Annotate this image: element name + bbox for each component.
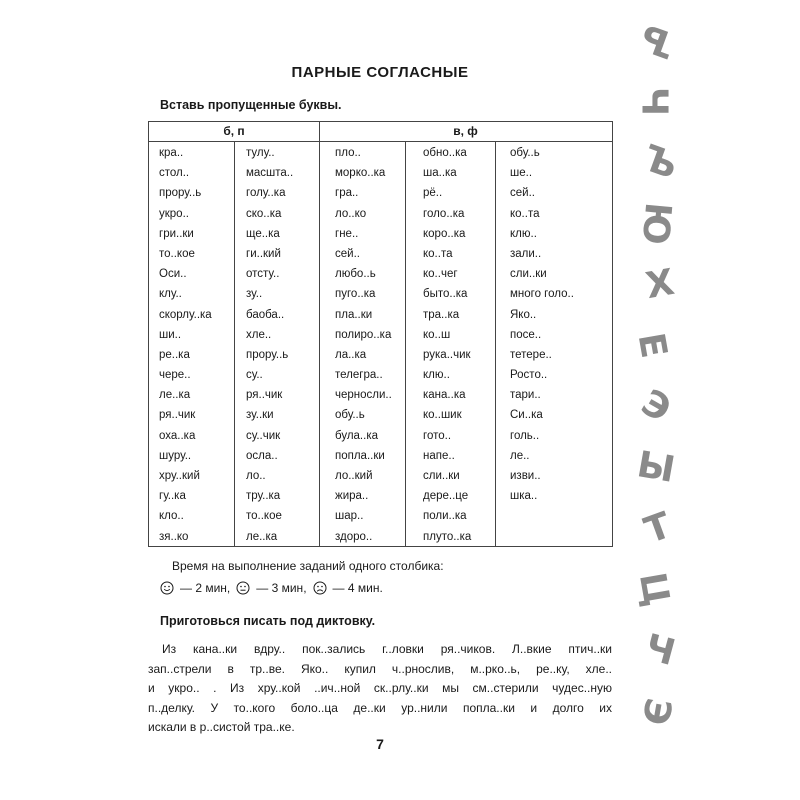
- word-cell: гне..: [335, 227, 359, 240]
- column-divider: [495, 141, 496, 546]
- word-cell: гу..ка: [159, 490, 186, 503]
- word-cell: телегра..: [335, 369, 383, 382]
- word-cell: оха..ка: [159, 429, 196, 442]
- word-column-3: [335, 143, 392, 547]
- word-cell: ло..ко: [335, 207, 367, 220]
- word-cell: ше..: [510, 167, 533, 180]
- word-cell: прору..ь: [159, 187, 202, 200]
- word-cell: здоро..: [335, 530, 373, 543]
- word-cell: була..ка: [335, 429, 379, 442]
- word-cell: любо..ь: [335, 268, 376, 281]
- word-cell: коро..ка: [423, 227, 466, 240]
- column-divider: [234, 141, 235, 546]
- word-cell: ши..: [159, 328, 182, 341]
- header-v-f: в, ф: [453, 124, 478, 138]
- word-cell: чере..: [159, 369, 191, 382]
- word-cell: гото..: [423, 429, 452, 442]
- word-cell: тари..: [510, 389, 541, 402]
- word-cell: черносли..: [335, 389, 392, 402]
- dictation-text: [148, 640, 612, 738]
- word-cell: ря..чик: [159, 409, 196, 422]
- word-cell: шуру..: [159, 449, 192, 462]
- word-cell: рука..чик: [423, 348, 471, 361]
- word-cell: пуго..ка: [335, 288, 376, 301]
- decorative-letter: Х: [642, 261, 678, 308]
- word-cell: ря..чик: [246, 389, 283, 402]
- word-cell: ле..ка: [246, 530, 278, 543]
- word-cell: кана..ка: [423, 389, 466, 402]
- page-number: 7: [376, 736, 384, 752]
- word-cell: кло..: [159, 510, 184, 523]
- word-cell: ле..: [510, 449, 530, 462]
- word-column-4: [423, 143, 471, 547]
- word-cell: голо..ка: [423, 207, 465, 220]
- word-cell: ре..ка: [159, 348, 190, 361]
- word-cell: жира..: [335, 490, 369, 503]
- word-column-1: [159, 143, 212, 547]
- word-cell: зу..: [246, 288, 263, 301]
- decorative-letter: Е: [629, 329, 675, 362]
- word-cell: шка..: [510, 490, 538, 503]
- word-cell: тетере..: [510, 348, 552, 361]
- word-cell: су..: [246, 369, 263, 382]
- word-cell: гри..ки: [159, 227, 194, 240]
- decorative-letter: Э: [634, 382, 678, 431]
- word-cell: полиро..ка: [335, 328, 392, 341]
- word-cell: много голо..: [510, 288, 574, 301]
- word-cell: то..кое: [246, 510, 282, 523]
- word-cell: сли..ки: [423, 470, 460, 482]
- header-b-p: б, п: [223, 124, 245, 138]
- word-cell: тулу..: [246, 147, 275, 159]
- word-cell: ла..ка: [335, 348, 367, 361]
- timing-text: — 2 мин,: [180, 581, 231, 595]
- dictation-line: и укро.. . Из хру..кой ..ич..ной ск..рлу..ки мы см..стерили чудес..ную: [148, 681, 612, 695]
- word-cell: ша..ка: [423, 167, 457, 180]
- word-cell: клю..: [510, 227, 537, 240]
- words-table: [148, 121, 613, 547]
- word-cell: клу..: [159, 288, 182, 301]
- decorative-letter: Ц: [630, 569, 678, 610]
- word-cell: кра..: [159, 147, 184, 159]
- word-cell: Си..ка: [510, 409, 543, 422]
- decorative-letter: Ч: [633, 86, 675, 117]
- word-cell: хле..: [246, 328, 272, 341]
- word-cell: зя..ко: [159, 530, 189, 543]
- word-cell: ще..ка: [246, 227, 280, 240]
- word-cell: Оси..: [159, 268, 187, 281]
- word-cell: скорлу..ка: [159, 308, 212, 321]
- decorative-letter: Ч: [640, 626, 680, 675]
- word-cell: ло..кий: [335, 470, 373, 482]
- decorative-letter: Ъ: [637, 137, 683, 188]
- word-cell: попла..ки: [335, 449, 385, 462]
- word-cell: пло..: [335, 147, 361, 159]
- word-cell: зали..: [510, 247, 542, 260]
- word-cell: су..чик: [246, 429, 281, 442]
- time-note: Время на выполнение заданий одного столбика:: [172, 559, 444, 573]
- word-cell: ко..та: [510, 207, 540, 220]
- word-column-5: [510, 143, 574, 506]
- timing-text: — 3 мин,: [256, 581, 307, 595]
- decorative-letter: Т: [639, 505, 677, 552]
- word-cell: ко..та: [423, 247, 453, 260]
- word-cell: гра..: [335, 187, 359, 200]
- word-cell: масшта..: [246, 167, 294, 180]
- group-divider: [319, 122, 320, 546]
- word-cell: рё..: [423, 187, 443, 200]
- word-cell: голу..ка: [246, 187, 286, 200]
- word-cell: ко..ш: [423, 328, 451, 341]
- dictation-line: Из кана..ки вдру.. пок..зались г..ловки ря..чиков. Л..вкие птич..ки: [162, 642, 612, 656]
- word-cell: то..кое: [159, 247, 195, 260]
- word-cell: поли..ка: [423, 510, 467, 523]
- word-cell: пла..ки: [335, 308, 373, 321]
- header-divider: [149, 141, 612, 142]
- word-cell: голь..: [510, 429, 540, 442]
- word-cell: хру..кий: [159, 470, 200, 482]
- word-cell: ги..кий: [246, 247, 281, 260]
- word-cell: морко..ка: [335, 167, 386, 180]
- word-cell: ло..: [246, 470, 266, 482]
- word-cell: стол..: [159, 167, 190, 180]
- word-cell: сей..: [335, 247, 360, 260]
- word-cell: ле..ка: [159, 389, 191, 402]
- word-cell: обно..ка: [423, 147, 467, 159]
- timing-text: — 4 мин.: [332, 581, 383, 595]
- word-cell: напе..: [423, 449, 455, 462]
- word-cell: плуто..ка: [423, 530, 472, 543]
- neutral-face-icon: [236, 581, 250, 595]
- word-cell: баоба..: [246, 308, 285, 321]
- word-cell: тру..ка: [246, 490, 281, 503]
- word-column-2: [246, 143, 293, 547]
- word-cell: ко..чег: [423, 268, 458, 281]
- word-cell: клю..: [423, 369, 450, 382]
- dictation-line: зап..стрели в тр..ве. Яко.. купил ч..рнослив, м..рко..ь, ре..ку, хле..: [148, 661, 612, 676]
- word-cell: ко..шик: [423, 409, 462, 422]
- page-title: ПАРНЫЕ СОГЛАСНЫЕ: [291, 64, 469, 81]
- instruction: Вставь пропущенные буквы.: [160, 98, 342, 112]
- word-cell: посе..: [510, 328, 542, 341]
- dictation-line: п..делку. У то..кого боло..ца де..ки ур..нили попла..ки и долго их: [148, 700, 612, 715]
- word-cell: дере..це: [423, 490, 469, 503]
- word-cell: Яко..: [510, 308, 537, 321]
- word-cell: отсту..: [246, 268, 280, 281]
- word-cell: Росто..: [510, 369, 548, 382]
- decorative-letter: Ъ: [635, 15, 681, 66]
- word-cell: сей..: [510, 187, 535, 200]
- word-cell: сли..ки: [510, 268, 547, 281]
- timings-row: [160, 581, 383, 595]
- word-cell: зу..ки: [246, 409, 274, 422]
- word-cell: осла..: [246, 449, 278, 462]
- word-cell: обу..ь: [510, 147, 540, 159]
- decorative-letter: Э: [633, 694, 679, 729]
- word-cell: обу..ь: [335, 409, 365, 422]
- smile-face-icon: [160, 581, 174, 595]
- column-divider: [405, 141, 406, 546]
- word-cell: изви..: [510, 470, 541, 482]
- word-cell: прору..ь: [246, 348, 289, 361]
- dictation-line: искали в р..систой тра..ке.: [148, 720, 295, 734]
- word-cell: шар..: [335, 510, 364, 523]
- word-cell: ско..ка: [246, 207, 282, 220]
- word-cell: тра..ка: [423, 308, 460, 321]
- word-cell: укро..: [159, 207, 189, 220]
- sad-face-icon: [313, 581, 327, 595]
- word-cell: быто..ка: [423, 288, 468, 301]
- decorative-letter: Ю: [633, 200, 679, 247]
- dictation-title: Приготовься писать под диктовку.: [160, 614, 376, 628]
- decorative-letter-strip: [620, 15, 700, 790]
- decorative-letter: Ы: [634, 444, 678, 491]
